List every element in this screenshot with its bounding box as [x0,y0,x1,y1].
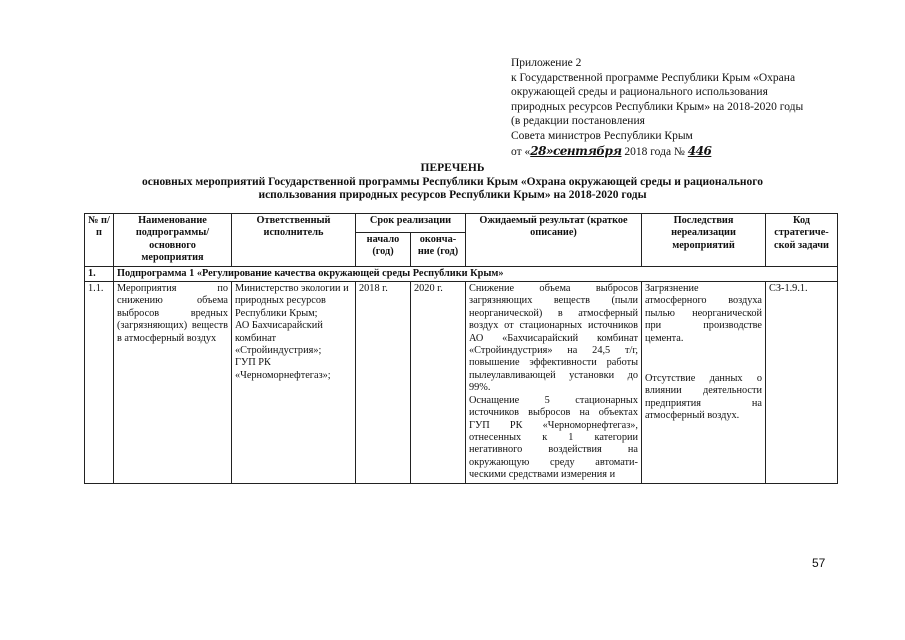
section-title: Подпрограмма 1 «Регулирование качества окружающей среды Республики Крым» [114,266,838,281]
header-code: Код стратегиче-ской задачи [766,214,838,267]
row-result [466,282,642,484]
sig-month: »сентября [545,143,622,158]
row-code: СЗ-1.9.1. [766,282,838,484]
title-line-2: основных мероприятий Государственной программы Республики Крым «Охрана окружающей среды и рационального [142,175,763,188]
title-line-3: использования природных ресурсов Республики Крым» на 2018-2020 годы [258,189,647,201]
row-responsible [232,282,356,484]
header-term: Срок реализации [356,214,466,233]
appendix-block [511,56,891,159]
table-row [85,282,838,484]
consequences-1: Загрязнение атмосферного воздуха пылью неорганической при производстве цемента. [645,283,762,344]
sig-day: 28 [530,143,546,158]
consequences-2: Отсутствие данных о влиянии деятельности предприятия на атмосферный воздух. [645,373,762,422]
header-num: № п/п [85,214,114,267]
header-responsible: Ответственный исполнитель [232,214,356,267]
header-start: начало (год) [356,232,411,266]
responsible-3: ГУП РК «Черноморнефтегаз»; [235,357,331,381]
appendix-line-6: Совета министров Республики Крым [511,129,693,142]
result-2: Оснащение 5 стационарных источников выбросов на объектах ГУП РК «Черноморнефтегаз», отнесенных к 1 категории негативного воздействия на окружающую среду автомати-ческими средствами измерения и [469,394,638,481]
header-result: Ожидаемый результат (краткое описание) [466,214,642,267]
responsible-1: Министерство экологии и природных ресурсов Республики Крым; [235,283,349,319]
sig-year: 2018 года № [624,145,685,158]
result-1: Снижение объема выбросов загрязняющих веществ (пыли неорганической) в атмосферный воздух от стационарных источников АО «Бахчисарайский комбинат «Стройиндустрия» на 24,5 т/г, повышение эффективности работы пылеулавливающей установки до 99%. [469,283,638,394]
row-name: Мероприятия по снижению объема выбросов вредных (загрязняющих) веществ в атмосферный воздух [114,282,232,484]
document-title [0,162,905,203]
row-num: 1.1. [85,282,114,484]
responsible-2: АО Бахчисарайский комбинат «Стройиндустрия»; [235,320,323,357]
header-consequences: Последствия нереализации мероприятий [642,214,766,267]
section-row [85,266,838,281]
row-consequences [642,282,766,484]
row-start: 2018 г. [356,282,411,484]
header-row [85,214,838,233]
header-end: оконча-ние (год) [411,232,466,266]
header-name: Наименование подпрограммы/ основного мероприятия [114,214,232,267]
title-line-1: ПЕРЕЧЕНЬ [420,162,485,174]
appendix-line-3: окружающей среды и рационального использования [511,86,768,99]
appendix-signature-line [511,144,891,160]
consequences-gap [645,345,762,373]
section-num: 1. [85,266,114,281]
appendix-line-5: (в редакции постановления [511,115,645,128]
page-number: 57 [812,556,826,570]
appendix-line-1: Приложение 2 [511,57,582,69]
appendix-line-4: природных ресурсов Республики Крым» на 2018-2020 годы [511,100,804,113]
sig-number: 446 [687,143,712,158]
measures-table [84,213,838,484]
appendix-line-2: к Государственной программе Республики Крым «Охрана [511,71,796,84]
row-end: 2020 г. [411,282,466,484]
sig-from: от « [511,145,531,158]
